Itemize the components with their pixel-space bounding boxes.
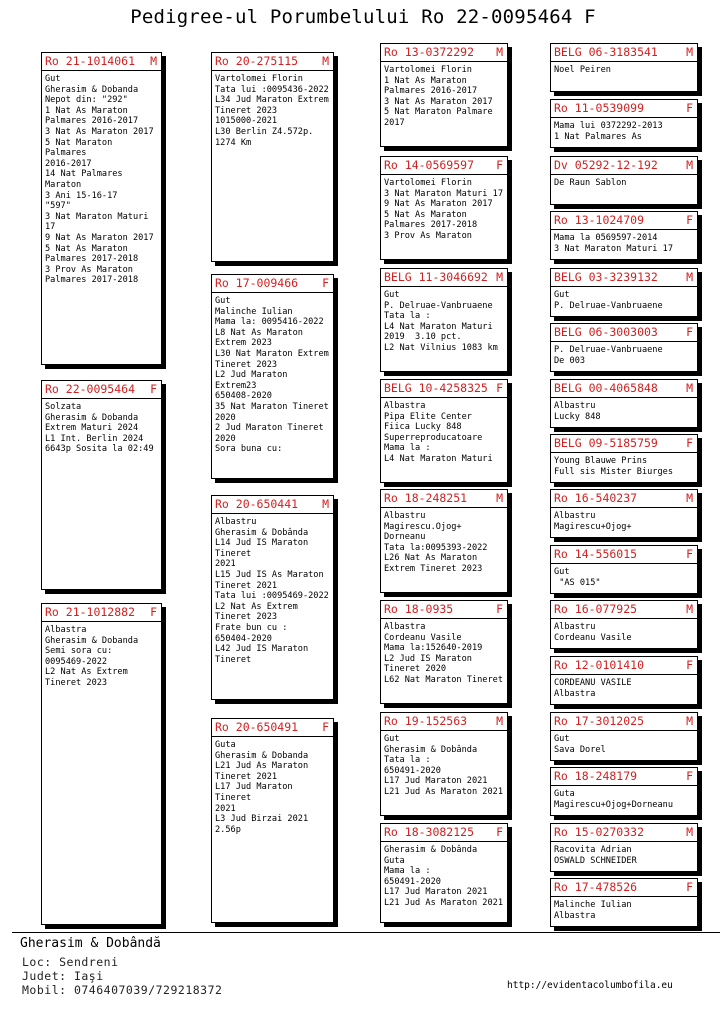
website-link[interactable]: http://evidentacolumbofila.eu — [507, 980, 673, 991]
pigeon-card — [380, 379, 508, 483]
pigeon-notes: Vartolomei Florin Tata lui :0095436-2022 L34 Jud Maraton Extrem Tineret 2023 1015000-2021 L30 Berlin Z4.572p. 1274 Km — [215, 74, 329, 148]
pigeon-header — [212, 275, 333, 293]
pigeon-header — [212, 496, 333, 514]
owner-location: Loc: Sendreni — [22, 955, 119, 969]
pigeon-notes: CORDEANU VASILE Albastra — [554, 678, 632, 699]
sex-label: F — [686, 880, 693, 894]
pigeon-card — [211, 718, 334, 923]
pigeon-header — [42, 53, 161, 71]
pigeon-header — [551, 435, 697, 453]
sex-label: F — [686, 769, 693, 783]
pigeon-notes: Gut P. Delruae-Vanbruaene Tata la : L4 Nat Maraton Maturi 2019 3.10 pct. L2 Nat Vilnius 1083 km — [384, 290, 498, 353]
pigeon-card — [380, 712, 508, 816]
pigeon-header — [551, 490, 697, 508]
pigeon-card — [41, 380, 162, 590]
ring-number: BELG 06-3183541 — [554, 45, 658, 59]
pigeon-notes: Albastru Cordeanu Vasile — [554, 622, 632, 643]
ring-number: BELG 00-4065848 — [554, 381, 658, 395]
pigeon-header — [551, 100, 697, 118]
pigeon-card — [41, 52, 162, 365]
pigeon-card — [380, 823, 508, 923]
pigeon-notes: Gut Malinche Iulian Mama la: 0095416-2022 L8 Nat As Maraton Extrem 2023 L30 Nat Maraton Extrem Tineret 2023 L2 Jud Maraton Extrem23 650408-2020 35 Nat Maraton Tineret 2020 2 Jud Maraton Tineret 2020 Sora buna cu: — [215, 296, 329, 455]
ring-number: Ro 22-0095464 — [45, 382, 136, 396]
pigeon-notes: Albastru Magirescu+Ojog+ — [554, 511, 632, 532]
sex-label: M — [686, 270, 693, 284]
pigeon-header — [551, 44, 697, 62]
pigeon-notes: Malinche Iulian Albastra — [554, 900, 632, 921]
sex-label: F — [686, 547, 693, 561]
sex-label: M — [496, 270, 503, 284]
pigeon-notes: P. Delruae-Vanbruaene De 003 — [554, 345, 663, 366]
sex-label: F — [496, 381, 503, 395]
pigeon-card — [550, 545, 698, 594]
ring-number: Ro 20-650491 — [215, 720, 299, 734]
pigeon-card — [550, 323, 698, 372]
ring-number: Ro 17-478526 — [554, 880, 638, 894]
pigeon-card — [550, 878, 698, 927]
sex-label: M — [686, 602, 693, 616]
sex-label: M — [150, 54, 157, 68]
pigeon-header — [551, 768, 697, 786]
ring-number: Ro 14-0569597 — [384, 158, 475, 172]
pigeon-notes: Gherasim & Dobânda Guta Mama la : 650491-2020 L17 Jud Maraton 2021 L21 Jud As Maraton 2021 — [384, 845, 503, 908]
sex-label: F — [686, 658, 693, 672]
pigeon-header — [42, 604, 161, 622]
pigeon-card — [380, 268, 508, 372]
pigeon-header — [381, 380, 507, 398]
owner-phone: Mobil: 0746407039/729218372 — [22, 983, 223, 997]
pigeon-notes: Albastru Lucky 848 — [554, 401, 601, 422]
pigeon-notes: Gut Gherasim & Dobânda Tata la : 650491-2020 L17 Jud Maraton 2021 L21 Jud As Maraton 2021 — [384, 734, 503, 797]
pigeon-notes: Albastru Gherasim & Dobânda L14 Jud IS Maraton Tineret 2021 L15 Jud IS As Maraton Tineret 2021 Tata lui :0095469-2022 L2 Nat As Extrem Tineret 2023 Frate bun cu : 650404-2020 L42 Jud IS Maraton Tineret — [215, 517, 329, 665]
pigeon-header — [551, 380, 697, 398]
pigeon-card — [550, 268, 698, 317]
pigeon-notes: Vartolomei Florin 1 Nat As Maraton Palmares 2016-2017 3 Nat As Maraton 2017 5 Nat Maraton Palmare 2017 — [384, 65, 493, 128]
pigeon-notes: Gut "AS 015" — [554, 567, 601, 588]
pigeon-header — [212, 53, 333, 71]
pigeon-card — [211, 495, 334, 700]
pigeon-notes: Gut Gherasim & Dobanda Nepot din: "292" 1 Nat As Maraton Palmares 2016-2017 3 Nat As Maraton 2017 5 Nat Maraton Palmares 2016-2017 14 Nat Palmares Maraton 3 Ani 15-16-17 "597" 3 Nat Maraton Maturi 17 9 Nat As Maraton 2017 5 Nat As Maraton Palmares 2017-2018 3 Prov As Maraton Palmares 2017-2018 — [45, 74, 154, 286]
pigeon-header — [42, 381, 161, 399]
pigeon-notes: Vartolomei Florin 3 Nat Maraton Maturi 17 9 Nat As Maraton 2017 5 Nat As Maraton Palmares 2017-2018 3 Prov As Maraton — [384, 178, 503, 241]
ring-number: Ro 16-077925 — [554, 602, 638, 616]
owner-details — [22, 955, 222, 997]
ring-number: Ro 17-3012025 — [554, 714, 645, 728]
pigeon-card — [550, 43, 698, 92]
pigeon-notes: Young Blauwe Prins Full sis Mister Biurges — [554, 456, 673, 477]
pigeon-notes: Albastra Gherasim & Dobanda Semi sora cu: 0095469-2022 L2 Nat As Extrem Tineret 2023 — [45, 625, 139, 688]
sex-label: F — [496, 158, 503, 172]
pigeon-header — [551, 546, 697, 564]
sex-label: F — [150, 382, 157, 396]
pigeon-card — [550, 767, 698, 816]
sex-label: F — [496, 825, 503, 839]
pigeon-header — [381, 490, 507, 508]
ring-number: BELG 06-3003003 — [554, 325, 658, 339]
pigeon-notes: Mama la 0569597-2014 3 Nat Maraton Maturi 17 — [554, 233, 673, 254]
sex-label: M — [496, 714, 503, 728]
pigeon-header — [381, 601, 507, 619]
sex-label: F — [686, 436, 693, 450]
pigeon-card — [380, 600, 508, 704]
pigeon-header — [551, 879, 697, 897]
pigeon-header — [551, 657, 697, 675]
sex-label: M — [322, 54, 329, 68]
pigeon-header — [551, 212, 697, 230]
ring-number: Ro 21-1014061 — [45, 54, 136, 68]
owner-county: Judet: Iaşi — [22, 969, 104, 983]
owner-name: Gherasim & Dobândă — [20, 936, 161, 951]
pigeon-card — [380, 156, 508, 260]
pigeon-notes: Albastra Pipa Elite Center Fiica Lucky 848 Superreproducatoare Mama la : L4 Nat Maraton Maturi — [384, 401, 493, 464]
pigeon-header — [381, 157, 507, 175]
sex-label: F — [496, 602, 503, 616]
ring-number: Ro 17-009466 — [215, 276, 299, 290]
sex-label: F — [150, 605, 157, 619]
pigeon-card — [550, 489, 698, 538]
ring-number: Ro 18-3082125 — [384, 825, 475, 839]
pigeon-card — [550, 379, 698, 428]
sex-label: M — [686, 714, 693, 728]
pigeon-notes: Racovita Adrian OSWALD SCHNEIDER — [554, 845, 637, 866]
ring-number: Ro 21-1012882 — [45, 605, 136, 619]
sex-label: M — [496, 45, 503, 59]
pigeon-header — [551, 324, 697, 342]
pigeon-notes: Solzata Gherasim & Dobanda Extrem Maturi 2024 L1 Int. Berlin 2024 6643p Sosita la 02:49 — [45, 402, 154, 455]
ring-number: Ro 14-556015 — [554, 547, 638, 561]
ring-number: Ro 20-275115 — [215, 54, 299, 68]
ring-number: Ro 12-0101410 — [554, 658, 645, 672]
pigeon-card — [380, 43, 508, 147]
ring-number: Ro 18-0935 — [384, 602, 454, 616]
sex-label: M — [686, 381, 693, 395]
ring-number: Ro 20-650441 — [215, 497, 299, 511]
pigeon-header — [381, 269, 507, 287]
pigeon-header — [551, 269, 697, 287]
pigeon-notes: Guta Magirescu+Ojog+Dorneanu — [554, 789, 673, 810]
sex-label: M — [686, 158, 693, 172]
sex-label: M — [496, 491, 503, 505]
sex-label: F — [686, 213, 693, 227]
pigeon-notes: Gut P. Delruae-Vanbruaene — [554, 290, 663, 311]
pigeon-notes: Noel Peiren — [554, 65, 611, 75]
sex-label: F — [686, 101, 693, 115]
ring-number: BELG 11-3046692 — [384, 270, 488, 284]
pigeon-notes: De Raun Sablon — [554, 178, 627, 188]
pigeon-header — [381, 713, 507, 731]
sex-label: M — [686, 825, 693, 839]
pigeon-card — [550, 823, 698, 872]
ring-number: Ro 16-540237 — [554, 491, 638, 505]
pigeon-card — [550, 156, 698, 205]
ring-number: Ro 13-0372292 — [384, 45, 475, 59]
pigeon-card — [380, 489, 508, 593]
ring-number: Ro 15-0270332 — [554, 825, 645, 839]
ring-number: Ro 11-0539099 — [554, 101, 645, 115]
sex-label: M — [322, 497, 329, 511]
pigeon-header — [551, 824, 697, 842]
pigeon-notes: Guta Gherasim & Dobanda L21 Jud As Maraton Tineret 2021 L17 Jud Maraton Tineret 2021 L3 Jud Birzai 2021 2.56p — [215, 740, 309, 835]
pigeon-header — [551, 713, 697, 731]
pigeon-notes: Mama lui 0372292-2013 1 Nat Palmares As — [554, 121, 663, 142]
page-title: Pedigree-ul Porumbelului Ro 22-0095464 F — [130, 6, 596, 28]
ring-number: BELG 10-4258325 — [384, 381, 488, 395]
pigeon-card — [550, 656, 698, 705]
ring-number: Ro 19-152563 — [384, 714, 468, 728]
pigeon-notes: Albastra Cordeanu Vasile Mama la:152640-2019 L2 Jud IS Maraton Tineret 2020 L62 Nat Maraton Tineret — [384, 622, 503, 685]
pigeon-header — [381, 824, 507, 842]
pigeon-card — [211, 274, 334, 479]
pigeon-card — [211, 52, 334, 262]
pigeon-header — [381, 44, 507, 62]
pigeon-card — [41, 603, 162, 925]
pigeon-card — [550, 600, 698, 649]
pigeon-card — [550, 99, 698, 148]
sex-label: M — [686, 45, 693, 59]
sex-label: M — [686, 491, 693, 505]
pigeon-header — [551, 157, 697, 175]
ring-number: BELG 03-3239132 — [554, 270, 658, 284]
pigeon-header — [212, 719, 333, 737]
ring-number: Ro 13-1024709 — [554, 213, 645, 227]
pigeon-notes: Albastru Magirescu.Ojog+ Dorneanu Tata la:0095393-2022 L26 Nat As Maraton Extrem Tineret 2023 — [384, 511, 488, 574]
ring-number: Ro 18-248179 — [554, 769, 638, 783]
sex-label: F — [322, 720, 329, 734]
ring-number: Dv 05292-12-192 — [554, 158, 658, 172]
ring-number: BELG 09-5185759 — [554, 436, 658, 450]
pigeon-header — [551, 601, 697, 619]
pigeon-card — [550, 434, 698, 483]
sex-label: F — [322, 276, 329, 290]
ring-number: Ro 18-248251 — [384, 491, 468, 505]
footer-divider — [12, 932, 720, 933]
pigeon-card — [550, 712, 698, 761]
sex-label: F — [686, 325, 693, 339]
pigeon-card — [550, 211, 698, 260]
pigeon-notes: Gut Sava Dorel — [554, 734, 606, 755]
